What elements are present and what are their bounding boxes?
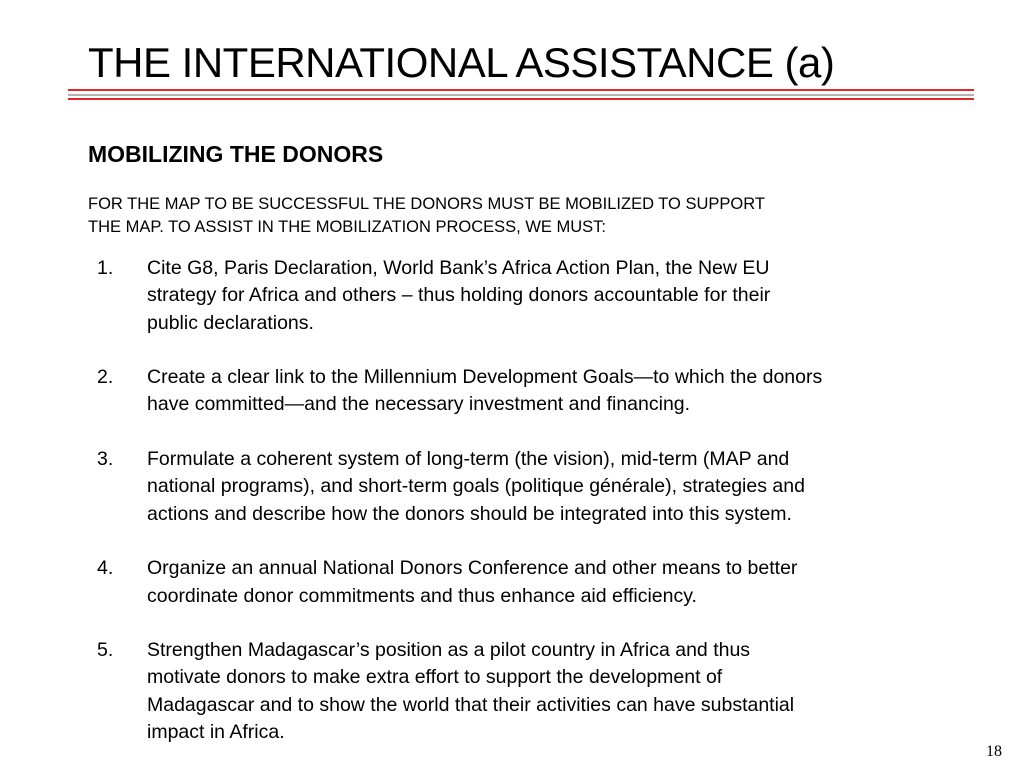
- intro-line: THE MAP. TO ASSIST IN THE MOBILIZATION PROCESS, WE MUST:: [88, 218, 607, 236]
- list-item-number: 1.: [97, 257, 114, 279]
- list-item-line: Organize an annual National Donors Conference and other means to better: [147, 557, 798, 580]
- page-number: 18: [986, 743, 1002, 760]
- list-item-line: coordinate donor commitments and thus enhance aid efficiency.: [147, 584, 697, 607]
- list-item-number: 5.: [97, 639, 114, 662]
- list-item-number: 4.: [97, 557, 114, 580]
- list-item-line: strategy for Africa and others – thus holding donors accountable for their: [147, 284, 771, 307]
- list-item-line: Strengthen Madagascar’s position as a pilot country in Africa and thus: [147, 639, 751, 662]
- list-item: [88, 255, 948, 337]
- list-item-line: Cite G8, Paris Declaration, World Bank’s Africa Action Plan, the New EU: [147, 257, 770, 279]
- list-item-line: Madagascar and to show the world that their activities can have substantial: [147, 693, 795, 716]
- list-item-line: Formulate a coherent system of long-term (the vision), mid-term (MAP and: [147, 448, 790, 471]
- title-rule-top: [68, 89, 974, 91]
- title-rule-bottom: [68, 98, 974, 100]
- list-item-line: public declarations.: [147, 311, 314, 334]
- list-item: [88, 555, 948, 610]
- list-item-number: 2.: [97, 366, 114, 389]
- title-rule-middle: [68, 94, 974, 96]
- list-item-line: national programs), and short-term goals (politique générale), strategies and: [147, 475, 805, 498]
- list-item-number: 3.: [97, 448, 114, 471]
- list-item: [88, 446, 948, 528]
- slide-title: THE INTERNATIONAL ASSISTANCE (a): [88, 39, 835, 86]
- section-heading: MOBILIZING THE DONORS: [88, 141, 384, 167]
- action-list: [88, 255, 948, 768]
- intro-line: FOR THE MAP TO BE SUCCESSFUL THE DONORS MUST BE MOBILIZED TO SUPPORT: [88, 195, 765, 213]
- list-item-line: impact in Africa.: [147, 721, 285, 744]
- intro-paragraph: [88, 193, 948, 239]
- list-item-line: actions and describe how the donors should be integrated into this system.: [147, 502, 792, 525]
- list-item-line: have committed—and the necessary investment and financing.: [147, 393, 691, 416]
- list-item-line: motivate donors to make extra effort to support the development of: [147, 666, 723, 689]
- list-item-line: Create a clear link to the Millennium Development Goals—to which the donors: [147, 366, 823, 389]
- list-item: [88, 364, 948, 419]
- list-item: [88, 637, 948, 746]
